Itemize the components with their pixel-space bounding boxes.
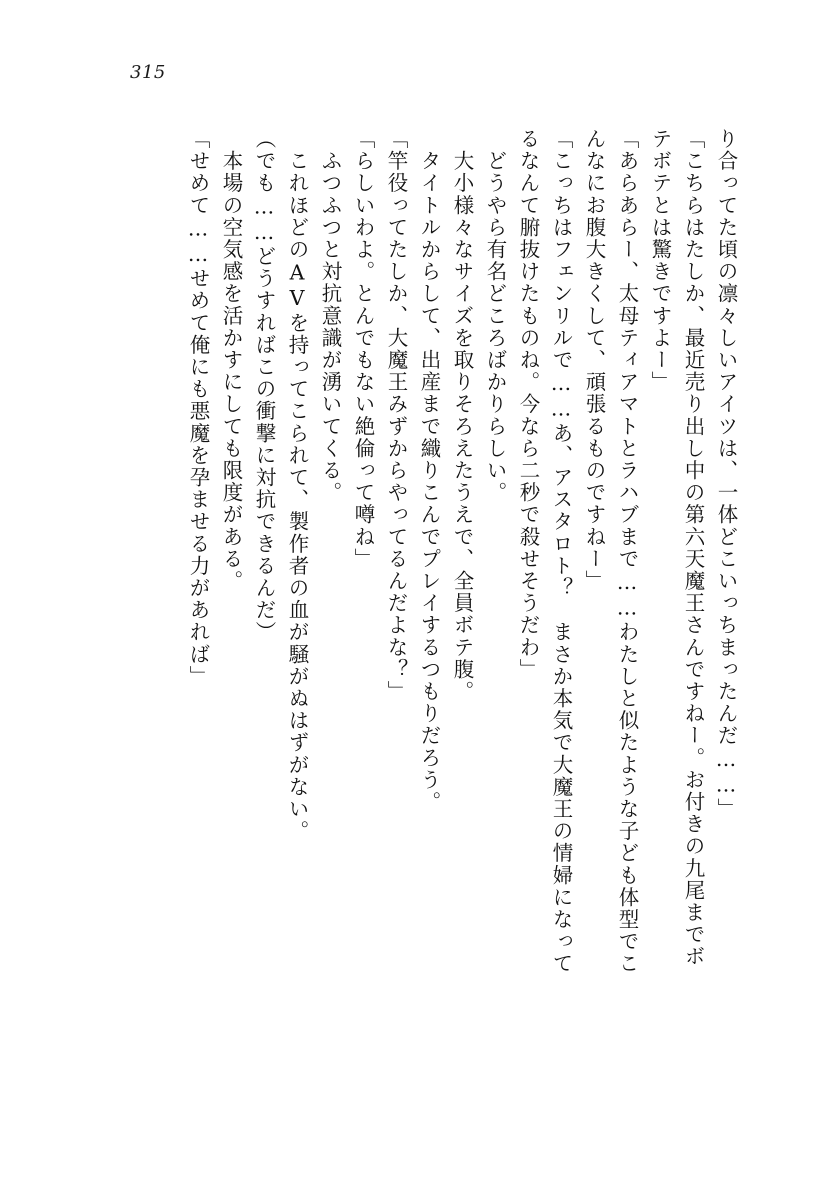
text-line: 「こっちはフェンリルで……あ、アスタロト？ まさか本気で大魔王の情婦になって bbox=[549, 128, 573, 975]
text-line: 「らしいわよ。とんでもない絶倫って噂ね」 bbox=[351, 128, 375, 570]
text-line: 「こちらはたしか、最近売り出し中の第六天魔王さんですねー。お付きの九尾までボ bbox=[681, 128, 705, 968]
text-line: るなんて腑抜けたものね。今なら二秒で殺せそうだわ」 bbox=[516, 128, 540, 681]
text-line: り合ってた頃の凛々しいアイツは、一体どこいっちまったんだ……」 bbox=[714, 128, 738, 821]
text-line: 「せめて……せめて俺にも悪魔を孕ませる力があれば」 bbox=[186, 128, 210, 688]
text-line: ふつふつと対抗意識が湧いてくる。 bbox=[318, 128, 342, 504]
text-line: これほどのAVを持ってこられて、製作者の血が騒がぬはずがない。 bbox=[285, 128, 309, 843]
text-line: タイトルからして、出産まで織りこんでプレイするつもりだろう。 bbox=[417, 128, 441, 814]
text-line: どうやら有名どころばかりらしい。 bbox=[483, 128, 507, 504]
vertical-text-block bbox=[96, 128, 738, 975]
text-line: 大小様々なサイズを取りそろえたうえで、全員ボテ腹。 bbox=[450, 128, 474, 703]
text-line: テボテとは驚きですよー」 bbox=[648, 128, 672, 394]
page-number: 315 bbox=[130, 62, 166, 83]
text-line: （でも……どうすればこの衝撃に対抗できるんだ） bbox=[252, 128, 276, 644]
text-line: 「竿役ってたしか、大魔王みずからやってるんだよな？」 bbox=[384, 128, 408, 703]
text-line: んなにお腹大きくして、頑張るものですねー」 bbox=[582, 128, 606, 593]
text-line: 「あらあらー、太母ティアマトとラハブまで……わたしと似たような子ども体型でこ bbox=[615, 128, 639, 975]
text-line: 本場の空気感を活かすにしても限度がある。 bbox=[219, 128, 243, 593]
